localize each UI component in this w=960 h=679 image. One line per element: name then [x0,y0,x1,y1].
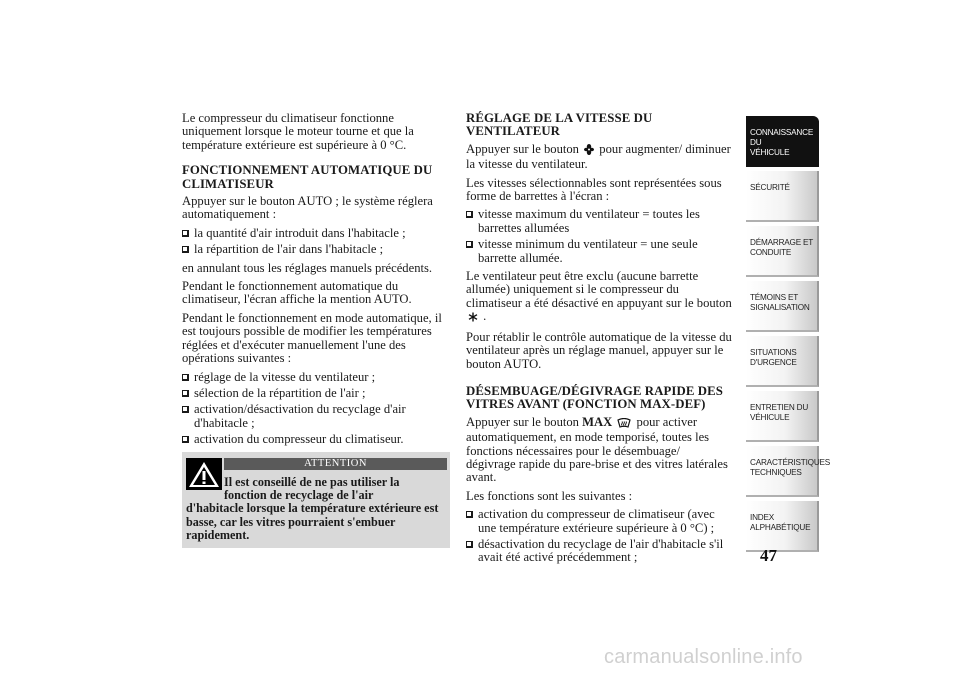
list-item: la répartition de l'air dans l'habitacle ; [182,243,450,256]
tab-label: ENTRETIEN DU [750,403,809,412]
warning-text [186,476,448,542]
text: Appuyer sur le bouton [466,414,579,429]
section-heading-fan: RÉGLAGE DE LA VITESSE DU VENTILATEUR [466,111,653,139]
paragraph: Pour rétablir le contrôle automatique de la vitesse du ventilateur après un réglage manuel, appuyer sur le bouton AUTO. [466,329,732,371]
list-item: réglage de la vitesse du ventilateur ; [182,371,450,384]
text: Appuyer sur le bouton [466,141,579,156]
tab-temoins-signalisation[interactable] [746,281,819,332]
max-label: MAX [582,414,613,429]
text: pour activer automatiquement, en mode temporisé, toutes les fonctions nécessaires pour le désembuage/ dégivrage rapide du pare-brise et des vitres latérales avant. [466,414,728,485]
warning-title: ATTENTION [224,458,447,470]
section-heading-defrost: DÉSEMBUAGE/DÉGIVRAGE RAPIDE DES VITRES AVANT (FONCTION MAX-DEF) [466,383,723,412]
bullet-list [466,508,732,565]
ac-snowflake-icon [468,312,478,325]
section-heading-auto: FONCTIONNEMENT AUTOMATIQUE DU CLIMATISEUR [182,163,433,191]
tab-entretien-vehicule[interactable] [746,391,819,442]
text: pour augmenter/ diminuer la vitesse du ventilateur. [466,141,731,172]
list-item: vitesse maximum du ventilateur = toutes les barrettes allumées [466,208,732,235]
paragraph [466,270,732,326]
list-item: activation/désactivation du recyclage d'air d'habitacle ; [182,403,450,430]
paragraph: en annulant tous les réglages manuels précédents. [182,260,433,275]
tab-label: SITUATIONS [750,348,797,357]
list-item: la quantité d'air introduit dans l'habitacle ; [182,227,450,240]
tab-label: CONDUITE [750,248,792,257]
right-column [466,112,732,570]
tab-label: CARACTÉRISTIQUES [750,458,831,467]
tab-label: DÉMARRAGE ET [750,238,814,247]
tab-label: TECHNIQUES [750,468,802,477]
warning-line: fonction de recyclage de l'air [224,488,374,503]
tab-label: CONNAISSANCE DU [750,128,814,147]
tab-label: SÉCURITÉ [750,183,790,192]
page-number: 47 [760,546,777,565]
chapter-sidebar [746,116,831,556]
warning-box [182,452,450,548]
tab-label: VÉHICULE [750,413,790,422]
tab-situations-urgence[interactable] [746,336,819,387]
list-item: vitesse minimum du ventilateur = une seule barrette allumée. [466,238,732,265]
list-item: désactivation du recyclage de l'air d'habitacle s'il avait été activé précédemment ; [466,538,732,565]
paragraph: Les fonctions sont les suivantes : [466,488,633,503]
windshield-defrost-icon [617,418,631,431]
tab-label: VÉHICULE [750,148,790,157]
tab-label: SIGNALISATION [750,303,810,312]
tab-securite[interactable] [746,171,819,222]
tab-label: D'URGENCE [750,358,797,367]
paragraph: Appuyer sur le bouton AUTO ; le système réglera automatiquement : [182,194,433,222]
list-item: sélection de la répartition de l'air ; [182,387,450,400]
warning-body: d'habitacle lorsque la température extérieure est basse, car les vitres pourraient s'embuer rapidement. [186,501,439,542]
paragraph: Pendant le fonctionnement en mode automatique, il est toujours possible de modifier les températures réglées et d'exécuter manuellement l'une des opérations suivantes : [182,310,442,366]
tab-label: TÉMOINS ET [750,293,799,302]
list-item: activation du compresseur de climatiseur (avec une température extérieure supérieure à 0 °C) ; [466,508,732,535]
bullet-list [182,227,450,257]
bullet-list [466,208,732,265]
paragraph: Les vitesses sélectionnables sont représentées sous forme de barrettes à l'écran : [466,175,722,204]
bullet-list [182,371,450,447]
list-item: activation du compresseur du climatiseur. [182,433,450,446]
paragraph: Pendant le fonctionnement automatique du climatiseur, l'écran affiche la mention AUTO. [182,279,412,307]
warning-line: Il est conseillé de ne pas utiliser la [224,475,400,489]
tab-label: ALPHABÉTIQUE [750,523,811,532]
paragraph [466,416,732,485]
fan-icon [584,144,594,158]
tab-label: INDEX [750,513,775,522]
tab-caracteristiques-techniques[interactable] [746,446,831,497]
intro-paragraph: Le compresseur du climatiseur fonctionne uniquement lorsque le moteur tourne et que la température extérieure est supérieure à 0 °C. [182,111,414,152]
tab-connaissance-vehicule[interactable] [746,116,819,167]
left-column [182,112,450,452]
watermark-text: carmanualsonline.info [604,646,803,668]
tab-index-alphabetique[interactable] [746,501,819,552]
text: . [483,309,487,324]
text: Le ventilateur peut être exclu (aucune barrette allumée) uniquement si le compresseur du climatiseur a été désactivé en appuyant sur le bouton [466,269,732,310]
tab-demarrage-conduite[interactable] [746,226,819,277]
paragraph [466,143,732,172]
